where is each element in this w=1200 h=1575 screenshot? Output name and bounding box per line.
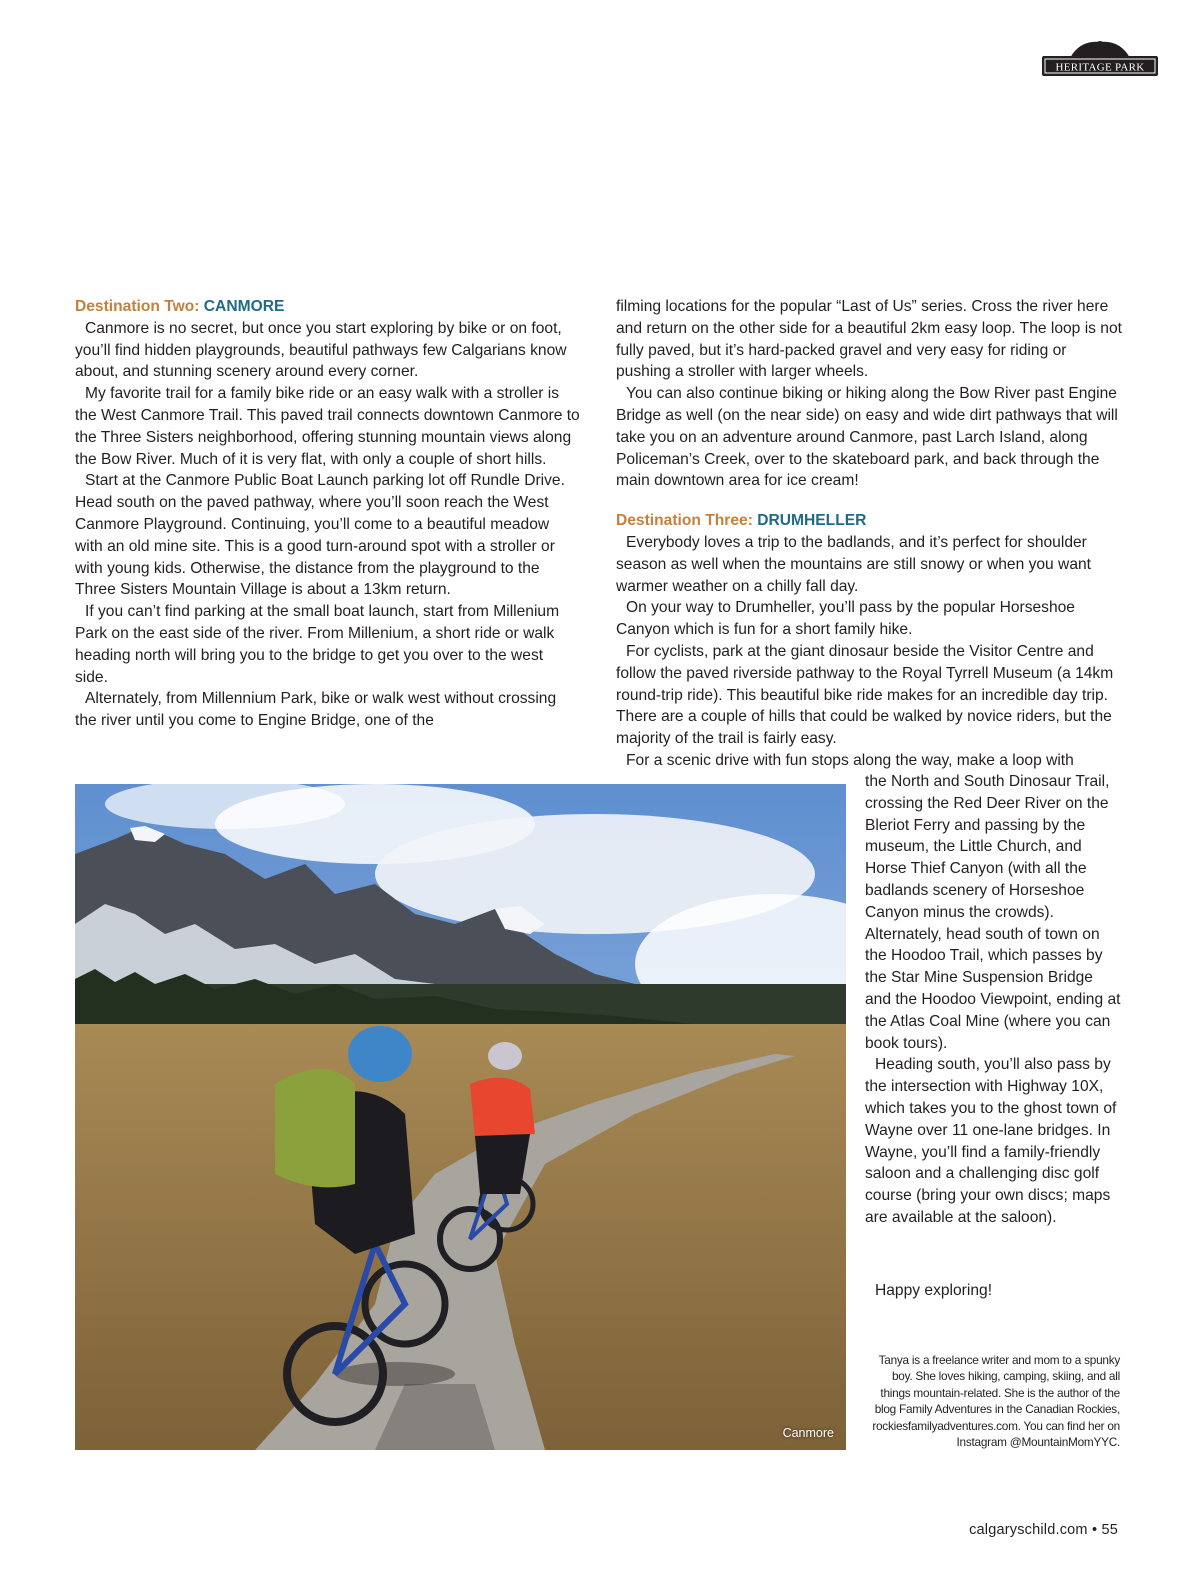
- paragraph: the North and South Dinosaur Trail, crossing the Red Deer River on the Bleriot Ferry and passing by the museum, the Little Church, and Horse Thief Canyon (with all the badlands scenery of Horseshoe Canyon minus the crowds). Alternately, head south of town on the Hoodoo Trail, which passes by the Star Mine Suspension Bridge and the Hoodoo Viewpoint, ending at the Atlas Coal Mine (where you can book tours).: [865, 773, 1121, 1052]
- right-column: [616, 296, 1122, 772]
- footer-separator: •: [1091, 1522, 1098, 1538]
- paragraph: For a scenic drive with fun stops along the way, make a loop with: [626, 751, 1074, 769]
- photo-illustration: [75, 784, 846, 1450]
- paragraph: For cyclists, park at the giant dinosaur beside the Visitor Centre and follow the paved riverside pathway to the Royal Tyrrell Museum (a 14km round-trip ride). This beautiful bike ride makes for an incredible day trip. There are a couple of hills that could be walked by novice riders, but the majority of the trail is fairly easy.: [616, 642, 1114, 748]
- paragraph: filming locations for the popular “Last of Us” series. Cross the river here and return on the other side for a beautiful 2km easy loop. The loop is not fully paved, but it’s hard-packed gravel and very easy for riding or pushing a stroller with larger wheels.: [616, 298, 1122, 381]
- photo-caption: Canmore: [782, 1426, 834, 1440]
- destination-three-place: DRUMHELLER: [757, 512, 867, 530]
- heritage-park-logo: [1040, 36, 1160, 78]
- paragraph: You can also continue biking or hiking along the Bow River past Engine Bridge as well (on the near side) on easy and wide dirt pathways that will take you on an adventure around Canmore, past Larch Island, along Policeman’s Creek, over to the skateboard park, and back through the main downtown area for ice cream!: [616, 385, 1118, 490]
- destination-two-heading: [75, 296, 580, 318]
- paragraph: Everybody loves a trip to the badlands, and it’s perfect for shoulder season as well when the mountains are still snowy or when you want warmer weather on a chilly fall day.: [616, 533, 1091, 595]
- paragraph: Canmore is no secret, but once you start exploring by bike or on foot, you’ll find hidden playgrounds, beautiful pathways few Calgarians know about, and stunning scenery around every corner.: [75, 319, 567, 381]
- page-footer: [969, 1522, 1118, 1538]
- author-bio: Tanya is a freelance writer and mom to a spunky boy. She loves hiking, camping, skiing, and all things mountain-related. She is the author of the blog Family Adventures in the Canadian Rockies, rockiesfamilyadventures.com. You can find her on Instagram @MountainMomYYC.: [872, 1353, 1120, 1450]
- canmore-photo: [75, 784, 846, 1450]
- narrow-column: [865, 771, 1123, 1229]
- logo-text: HERITAGE PARK: [1055, 61, 1145, 74]
- left-column: [75, 296, 580, 732]
- logo-emblem-icon: [1040, 36, 1160, 78]
- paragraph: Alternately, from Millennium Park, bike or walk west without crossing the river until you come to Engine Bridge, one of the: [75, 690, 557, 730]
- paragraph: Heading south, you’ll also pass by the intersection with Highway 10X, which takes you to the ghost town of Wayne over 11 one-lane bridges. In Wayne, you’ll find a family-friendly saloon and a challenging disc golf course (bring your own discs; maps are available at the saloon).: [865, 1056, 1117, 1226]
- destination-two-place: CANMORE: [203, 298, 285, 315]
- paragraph: If you can’t find parking at the small boat launch, start from Millenium Park on the east side of the river. From Millenium, a short ride or walk heading north will bring you to the bridge to get you over to the west side.: [75, 603, 560, 686]
- page-number: 55: [1101, 1522, 1118, 1538]
- footer-site: calgaryschild.com: [969, 1522, 1088, 1538]
- closing-line: Happy exploring!: [875, 1282, 993, 1299]
- destination-two-label: Destination Two:: [75, 298, 200, 315]
- destination-three-label: Destination Three:: [616, 512, 753, 530]
- paragraph: My favorite trail for a family bike ride or an easy walk with a stroller is the West Canmore Trail. This paved trail connects downtown Canmore to the Three Sisters neighborhood, offering stunning mountain views along the Bow River. Much of it is very flat, with only a couple of short hills.: [75, 385, 580, 468]
- destination-three-heading: [616, 510, 1122, 532]
- paragraph: On your way to Drumheller, you’ll pass by the popular Horseshoe Canyon which is fun for a short family hike.: [616, 599, 1075, 639]
- paragraph: Start at the Canmore Public Boat Launch parking lot off Rundle Drive. Head south on the paved pathway, where you’ll soon reach the West Canmore Playground. Continuing, you’ll come to a beautiful meadow with an old mine site. This is a good turn-around spot with a stroller or with young kids. Otherwise, the distance from the playground to the Three Sisters Mountain Village is about a 13km return.: [75, 472, 565, 599]
